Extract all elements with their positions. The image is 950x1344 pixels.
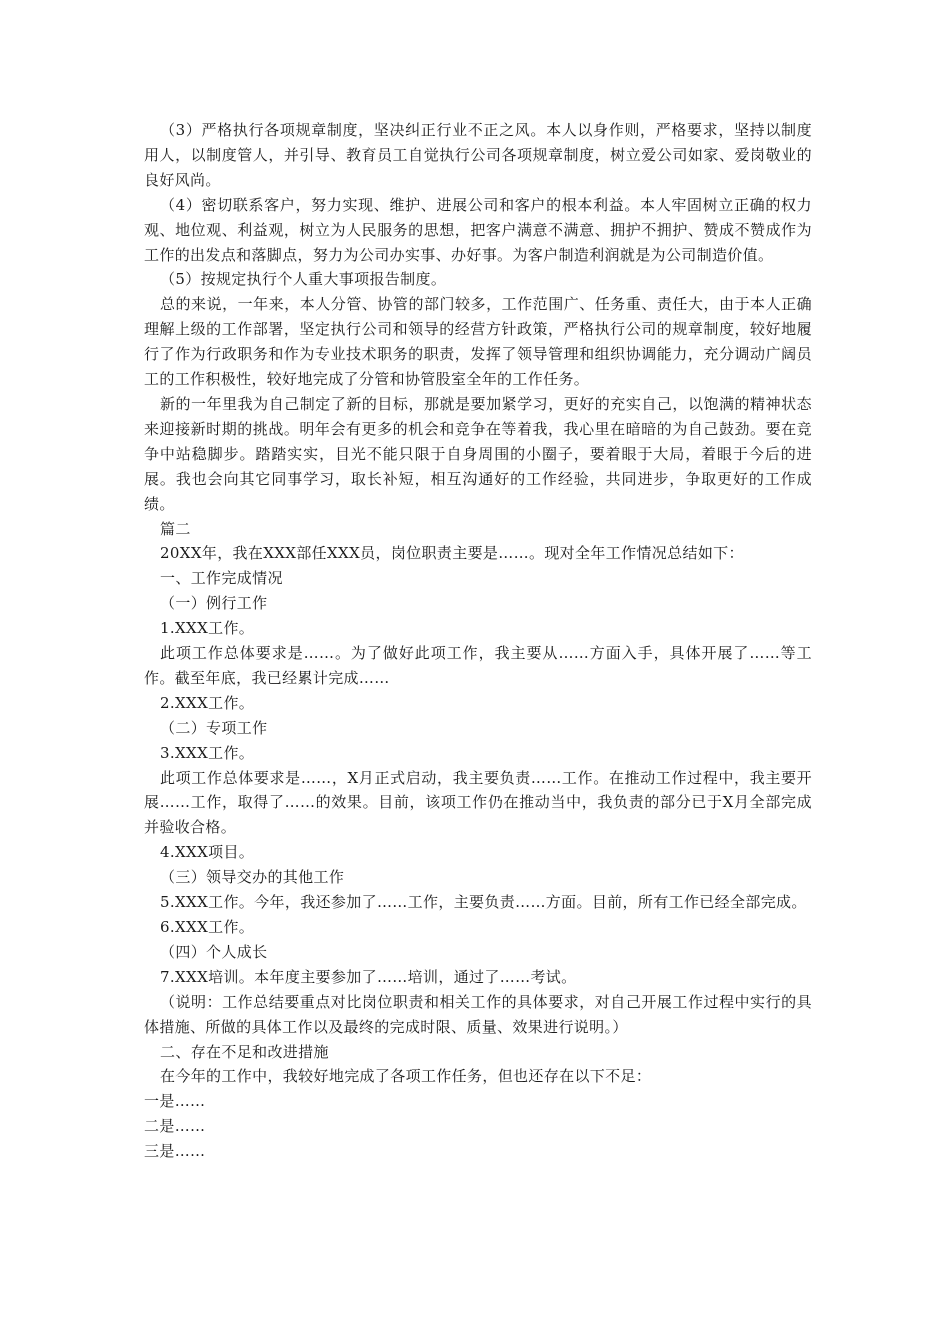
paragraph-item-1-detail: 此项工作总体要求是……。为了做好此项工作，我主要从……方面入手，具体开展了……等工作。截至年底，我已经累计完成…… xyxy=(144,644,812,687)
item-3: 3.XXX工作。 xyxy=(160,743,255,762)
section-heading-part-two: 篇二 xyxy=(160,519,191,538)
item-5: 5.XXX工作。今年，我还参加了……工作，主要负责……方面。目前，所有工作已经全部完成。 xyxy=(160,893,807,912)
paragraph-intro: 20XX年，我在XXX部任XXX员，岗位职责主要是……。现对全年工作情况总结如下： xyxy=(160,544,744,563)
heading-work-completion: 一、工作完成情况 xyxy=(160,569,283,588)
paragraph-customers: （4）密切联系客户，努力实现、维护、进展公司和客户的根本利益。本人牢固树立正确的权力观、地位观、利益观，树立为人民服务的思想，把客户满意不满意、拥护不拥护、赞成不赞成作为工作的出发点和落脚点，努力为公司办实事、办好事。为客户制造利润就是为公司制造价值。 xyxy=(144,195,812,264)
paragraph-new-year: 新的一年里我为自己制定了新的目标，那就是要加紧学习，更好的充实自己，以饱满的精神状态来迎接新时期的挑战。明年会有更多的机会和竞争在等着我，我心里在暗暗的为自己鼓劲。要在竞争中站稳脚步。踏踏实实，目光不能只限于自身周围的小圈子，要着眼于大局，着眼于今后的进展。我也会向其它同事学习，取长补短，相互沟通好的工作经验，共同进步，争取更好的工作成绩。 xyxy=(144,394,812,513)
item-6: 6.XXX工作。 xyxy=(160,918,255,936)
shortcoming-2: 二是…… xyxy=(144,1117,206,1136)
paragraph-summary: 总的来说，一年来，本人分管、协管的部门较多，工作范围广、任务重、责任大，由于本人正确理解上级的工作部署，坚定执行公司和领导的经营方针政策，严格执行公司的规章制度，较好地履行了作为行政职务和作为专业技术职务的职责，发挥了领导管理和组织协调能力，充分调动广阔员工的工作积极性，较好地完成了分管和协管股室全年的工作任务。 xyxy=(144,295,812,389)
item-7: 7.XXX培训。本年度主要参加了……培训，通过了……考试。 xyxy=(160,967,577,986)
document-body xyxy=(144,118,812,1164)
item-4: 4.XXX项目。 xyxy=(160,843,255,862)
paragraph-note: （说明：工作总结要重点对比岗位职责和相关工作的具体要求，对自己开展工作过程中实行的具体措施、所做的具体工作以及最终的完成时限、质量、效果进行说明。） xyxy=(144,992,812,1036)
shortcoming-3: 三是…… xyxy=(144,1142,206,1161)
heading-shortcomings: 二、存在不足和改进措施 xyxy=(160,1042,329,1061)
subheading-assigned-work: （三）领导交办的其他工作 xyxy=(160,868,345,887)
paragraph-shortcomings-intro: 在今年的工作中，我较好地完成了各项工作任务，但也还存在以下不足： xyxy=(160,1067,652,1086)
subheading-special-work: （二）专项工作 xyxy=(160,718,268,737)
item-1: 1.XXX工作。 xyxy=(160,619,255,638)
paragraph-rules: （3）严格执行各项规章制度，坚决纠正行业不正之风。本人以身作则，严格要求，坚持以制度用人，以制度管人，并引导、教育员工自觉执行公司各项规章制度，树立爱公司如家、爱岗敬业的良好风尚。 xyxy=(144,121,812,189)
paragraph-reporting: （5）按规定执行个人重大事项报告制度。 xyxy=(160,270,447,289)
item-2: 2.XXX工作。 xyxy=(160,693,255,712)
subheading-personal-growth: （四）个人成长 xyxy=(160,942,268,961)
paragraph-item-3-detail: 此项工作总体要求是……，X月正式启动，我主要负责……工作。在推动工作过程中，我主要开展……工作，取得了……的效果。目前，该项工作仍在推动当中，我负责的部分已于X月全部完成并验收合格。 xyxy=(144,768,812,837)
subheading-routine-work: （一）例行工作 xyxy=(160,594,268,613)
shortcoming-1: 一是…… xyxy=(144,1092,206,1111)
